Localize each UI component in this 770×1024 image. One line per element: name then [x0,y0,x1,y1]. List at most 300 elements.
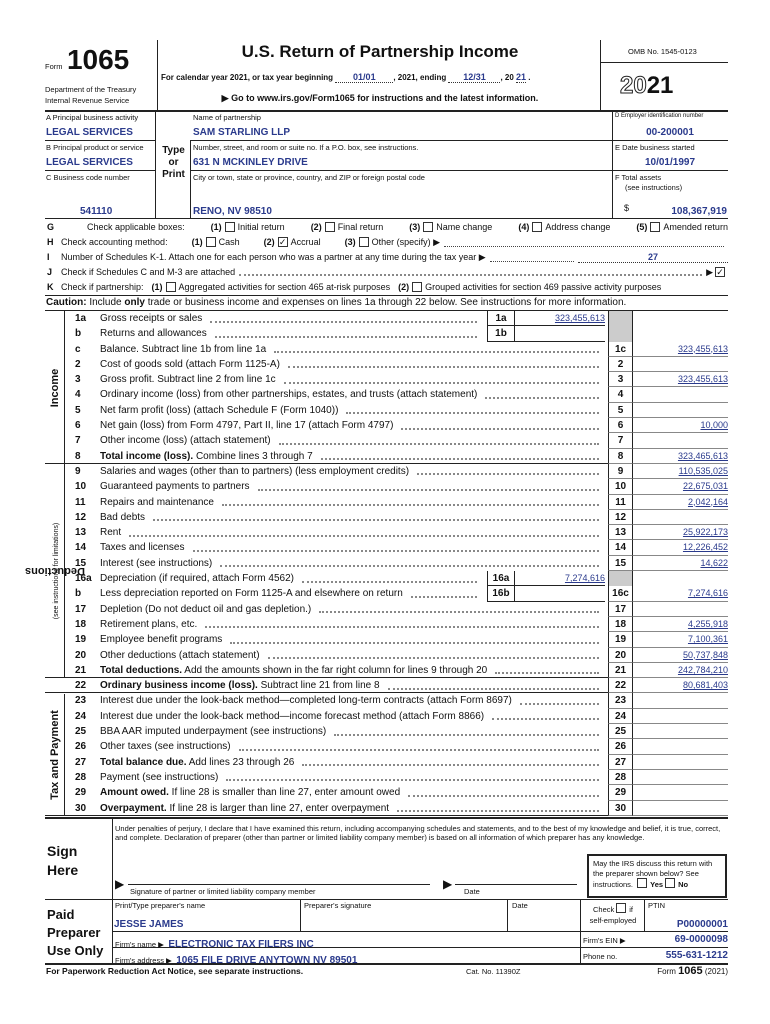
option-label: Accrual [290,237,321,247]
line-text: Other income (loss) (attach statement) [100,435,271,447]
amount-field[interactable] [633,433,728,448]
leader-dots [220,565,599,567]
option [311,222,384,232]
amount-field[interactable]: 4,255,918 [633,617,728,632]
principal-product-field[interactable]: LEGAL SERVICES [46,157,133,168]
line-text: Balance. Subtract line 1b from line 1a [100,343,267,355]
option-number: (4) [518,222,530,232]
line-text: Returns and allowances [100,328,207,340]
leader-dots [193,550,600,552]
line-row-15 [45,556,728,571]
line-ref: 16c [608,586,633,601]
sign-here-title [47,842,78,880]
caution-b2: only [124,297,145,308]
line-text: Net farm profit (loss) (attach Schedule F (Form 1040)) [100,404,339,416]
line-ref: 6 [608,418,633,433]
line-description [100,464,605,479]
line-description [100,357,605,372]
leader-dots [258,489,599,491]
line-row-3 [45,372,728,387]
option-label: Amended return [663,222,728,232]
option-number: (5) [636,222,648,232]
amount-field[interactable] [633,770,728,785]
line-row-14 [45,540,728,555]
shaded-cell [608,571,633,586]
form-label [45,44,129,76]
line-row-10 [45,479,728,494]
line-number: 8 [75,450,81,462]
line-description [100,342,605,357]
dollar-sign: $ [624,203,630,213]
check-line-g [47,220,728,234]
line-ref: 22 [608,678,633,693]
line-bold-text: Ordinary business income (loss). [100,680,258,692]
leader-dots [302,581,477,583]
line-row-19 [45,632,728,647]
line-row-7 [45,433,728,448]
sign-word: Sign [47,843,78,859]
line-text: Retirement plans, etc. [100,618,198,630]
amount-field[interactable] [633,739,728,754]
footer-year: (2021) [704,967,728,976]
check-line-h [47,235,728,249]
leader-dots [397,810,599,812]
f-label-2: (see instructions) [625,183,683,192]
type-word: Type [162,145,185,156]
firm-ein-label: Firm's EIN ▶ [583,936,626,945]
line-text: Add lines 23 through 26 [186,756,295,768]
d-label: D Employer identification number [615,113,704,119]
line-text: Combine lines 3 through 7 [193,450,313,462]
partnership-name-field[interactable]: SAM STARLING LLP [193,127,291,138]
inner-line-ref: 1a [487,311,515,326]
option-number: (3) [344,237,356,247]
line-number: 29 [75,787,87,799]
line-number: 17 [75,603,87,615]
line-text: Bad debts [100,511,146,523]
option-label: Grouped activities for section 469 passive activity purposes [425,282,662,292]
leader-dots [268,657,599,659]
discuss-yes-checkbox[interactable] [637,878,647,888]
amount-field[interactable]: 25,922,173 [633,525,728,540]
firm-address-label: Firm's address ▶ [115,956,172,965]
amount-field[interactable] [633,801,728,816]
caution-t1: Include [86,297,125,308]
line-description [100,403,605,418]
year-mid: , 2021, ending [393,73,447,82]
amount-field[interactable] [633,403,728,418]
discuss-no-checkbox[interactable] [665,878,675,888]
sign-date-field[interactable]: Date [464,887,480,896]
line-text: Guaranteed payments to partners [100,481,250,493]
f-label [615,173,682,193]
checkbox[interactable]: ✓ [278,237,287,247]
line-description [100,586,483,601]
line-ref: 12 [608,510,633,525]
option-label: Aggregated activities for section 465 at-risk purposes [178,282,391,292]
amount-field[interactable]: 50,737,848 [633,648,728,663]
line-letter: G [47,222,55,232]
line-row-c [45,342,728,357]
line-number: 14 [75,542,87,554]
line-text: Gross profit. Subtract line 2 from line 1c [100,374,276,386]
firm-name-field[interactable]: ELECTRONIC TAX FILERS INC [168,939,314,950]
deductions-note: (see instructions for limitations) [52,522,60,620]
line-row-4 [45,387,728,402]
line-text: If line 28 is smaller than line 27, enter amount owed [168,787,401,799]
option-label: Other (specify) ▶ [371,236,441,247]
line-ref: 13 [608,525,633,540]
tax-year-line: For calendar year 2021, or tax year beginning 01/01 , 2021, ending 12/31 , 20 21 . [161,72,531,82]
ein-field[interactable]: 00-200001 [646,127,694,138]
line-row-b [45,326,728,341]
line-ref: 10 [608,479,633,494]
amount-field[interactable]: 80,681,403 [633,678,728,693]
check-line-label: Check applicable boxes: [87,222,185,232]
print-word: Print [162,169,185,180]
check-line-k [47,280,728,294]
line-text: Salaries and wages (other than to partners) (less employment credits) [100,465,410,477]
line-description [100,495,605,510]
line-description [100,648,605,663]
instructions-link[interactable]: ▶ Go to www.irs.gov/Form1065 for instructions and the latest information. [221,93,539,103]
line-number: b [75,328,82,340]
line-description [100,739,605,754]
shaded-cell [608,311,633,326]
line-row-28 [45,770,728,785]
checkbox[interactable] [359,237,369,247]
amount-field[interactable] [633,755,728,770]
inner-amount-field[interactable]: 7,274,616 [515,571,605,586]
checkbox[interactable] [206,237,216,247]
option [192,237,240,247]
line-description [100,663,605,678]
footer-form [657,965,728,977]
amount-field[interactable] [633,510,728,525]
line-description [100,418,605,433]
line-description [100,801,605,816]
line-number: 16a [75,573,92,585]
amount-field[interactable]: 2,042,164 [633,495,728,510]
line-text: Ordinary income (loss) from other partnerships, estates, and trusts (attach statement) [100,389,478,401]
line-description [100,571,483,586]
option-number: (2) [263,237,275,247]
or-word: or [168,157,179,168]
line-row-11 [45,495,728,510]
line-ref: 27 [608,755,633,770]
leader-dots [321,458,599,460]
line-description [100,311,483,326]
line-ref: 2 [608,357,633,372]
line-text: Interest due under the look-back method—income forecast method (attach Form 8866) [100,710,485,722]
check-line-label: Check accounting method: [61,237,168,247]
line-number: 12 [75,511,87,523]
line-ref: 7 [608,433,633,448]
prep-date-field[interactable]: Date [512,901,528,910]
line-text: Employee benefit programs [100,634,223,646]
amount-field[interactable] [633,602,728,617]
option-number: (1) [210,222,222,232]
line-text: If line 28 is larger than line 27, enter overpayment [166,802,390,814]
inner-amount-field[interactable] [515,326,605,341]
line-description [100,617,605,632]
amount-field[interactable]: 14,622 [633,556,728,571]
line-row-25 [45,724,728,739]
line-ref: 17 [608,602,633,617]
leader-dots [411,596,477,598]
line-text: Depreciation (if required, attach Form 4562) [100,573,294,585]
line-bold-text: Total deductions. [100,664,183,676]
discuss-text: May the IRS discuss this return with the preparer shown below? See instructions. [593,859,713,889]
footer-form-word: Form [657,967,676,976]
leader-dots [205,626,599,628]
line-number: 2 [75,358,81,370]
amount-field[interactable] [633,693,728,708]
option [264,237,321,247]
amount-field[interactable]: 12,226,452 [633,540,728,555]
checkbox[interactable] [532,222,542,232]
line-text: Other taxes (see instructions) [100,741,231,753]
line-ref: 4 [608,387,633,402]
perjury-statement: Under penalties of perjury, I declare that I have examined this return, including accompanying schedules and statements, and to the best of my knowledge and belief, it is true, correct, and complete. Declaration of preparer (other than partner or limited liability company member) is based on all information of which preparer has any knowledge. [115,824,721,842]
line-number: 26 [75,741,87,753]
line-number: 18 [75,618,87,630]
firm-ein-field[interactable]: 69-0000098 [674,934,728,945]
dept-line1: Department of the Treasury [45,85,137,94]
line-text: Net gain (loss) from Form 4797, Part II, line 17 (attach Form 4797) [100,420,394,432]
line-description [100,372,605,387]
line-text: Taxes and licenses [100,542,185,554]
amount-field[interactable] [633,357,728,372]
income-label: Income [48,368,61,407]
line-text: Add the amounts shown in the far right column for lines 9 through 20 [182,664,488,676]
leader-dots [495,672,599,674]
checkbox[interactable] [650,222,660,232]
amount-field[interactable]: 7,274,616 [633,586,728,601]
income-deductions-lines [45,311,728,816]
line-text: Gross receipts or sales [100,313,203,324]
line-bold-text: Total balance due. [100,756,187,768]
option-number: (1) [191,237,203,247]
city-label: City or town, state or province, country, and ZIP or foreign postal code [193,173,425,182]
amount-field[interactable] [633,724,728,739]
line-number: 19 [75,634,87,646]
line-row-8 [45,449,728,464]
principal-activity-field[interactable]: LEGAL SERVICES [46,127,133,138]
amount-field[interactable]: 323,455,613 [633,372,728,387]
option-label: Final return [337,222,384,232]
line-text: Cost of goods sold (attach Form 1125-A) [100,358,280,370]
line-number: 6 [75,420,81,432]
amount-field[interactable]: 10,000 [633,418,728,433]
line-number: 7 [75,435,81,447]
b-label: B Principal product or service [46,143,144,152]
begin-date-field[interactable]: 01/01 [335,72,393,83]
line-number: 23 [75,695,87,707]
other-specify-field[interactable] [444,237,724,247]
leader-dots [288,366,599,368]
tax-label: Tax and Payment [48,710,61,800]
leader-dots [492,718,599,720]
line-row-17 [45,602,728,617]
date-started-field[interactable]: 10/01/1997 [644,157,696,168]
end-date-field[interactable]: 12/31 [448,72,500,83]
leader-dots [284,382,599,384]
amount-field[interactable]: 110,535,025 [633,464,728,479]
leader-dots [226,779,599,781]
option-number: (2) [310,222,322,232]
self-employed-checkbox[interactable] [616,903,626,913]
option [518,222,610,232]
ptin-field[interactable]: P00000001 [676,919,728,930]
line-row-24 [45,709,728,724]
line-number: b [75,588,82,600]
end-year-field[interactable]: 21 [516,72,527,82]
line-row-1a [45,311,728,326]
street-field[interactable]: 631 N MCKINLEY DRIVE [193,157,308,168]
year-suffix: , 20 [500,73,514,82]
line-number: c [75,343,81,355]
line-number: 30 [75,802,87,814]
line-row-2 [45,357,728,372]
line-row-12 [45,510,728,525]
amount-field[interactable] [633,387,728,402]
leader-dots [319,611,599,613]
line-description [100,785,605,800]
line-text: Less depreciation reported on Form 1125-A and elsewhere on return [100,588,403,600]
option-label: Initial return [237,222,285,232]
leader-dots [153,519,599,521]
leader-dots [302,764,599,766]
checkbox[interactable] [166,282,176,292]
amount-field[interactable]: 22,675,031 [633,479,728,494]
line-row-29 [45,785,728,800]
line-ref: 23 [608,693,633,708]
self-employed-check [584,903,642,926]
line-number: 4 [75,389,81,401]
schedules-c-m3-checkbox[interactable]: ✓ [716,267,724,277]
leader-dots [520,703,599,705]
e-label: E Date business started [615,143,695,152]
line-row-22 [45,678,728,693]
prep-name-label: Print/Type preparer's name [115,901,206,910]
shaded-cell [608,326,633,341]
leader-dots [210,321,477,323]
year-bold: 21 [646,72,674,99]
amount-field[interactable] [633,709,728,724]
leader-dots [239,749,599,751]
amount-field[interactable]: 323,455,613 [633,342,728,357]
street-label: Number, street, and room or suite no. If a P.O. box, see instructions. [193,143,419,152]
line-ref: 3 [608,372,633,387]
inner-amount-field[interactable] [515,586,605,601]
line-text: Repairs and maintenance [100,496,214,508]
leader-dots [129,535,599,537]
type-or-print [157,145,190,181]
firm-address-field[interactable]: 1065 FILE DRIVE ANYTOWN NV 89501 [176,955,358,966]
line-description [100,433,605,448]
caution-t2: trade or business income and expenses on lines 1a through 22 below. See instructions for more information. [144,297,627,308]
line-row-27 [45,755,728,770]
line-bold-text: Overpayment. [100,802,167,814]
year-prefix: For calendar year 2021, or tax year beginning [161,73,334,82]
option-label: Address change [545,222,611,232]
leader-dots [222,504,599,506]
line-number: 28 [75,771,87,783]
inner-amount-field[interactable]: 323,455,613 [515,311,605,326]
city-field[interactable]: RENO, NV 98510 [193,206,272,217]
line-number: 3 [75,374,81,386]
line-number: 27 [75,756,87,768]
paid-preparer-title [47,906,103,960]
line-ref: 29 [608,785,633,800]
leader-dots [408,795,599,797]
checkbox[interactable] [325,222,335,232]
checkbox[interactable] [423,222,433,232]
leader-dots [401,428,599,430]
preparer-name-field[interactable]: JESSE JAMES [114,919,184,930]
amount-field[interactable]: 323,465,613 [633,449,728,464]
leader-dots [485,397,599,399]
line-letter: I [47,252,50,262]
inner-line-ref: 1b [487,326,515,341]
line-number: 10 [75,481,87,493]
phone-field[interactable]: 555-631-1212 [665,950,728,961]
leader-dots [417,473,599,475]
line-ref: 14 [608,540,633,555]
f-label-1: F Total assets [615,173,662,182]
line-number: 9 [75,465,81,477]
prep-sig-field[interactable]: Preparer's signature [304,901,372,910]
paperwork-notice: For Paperwork Reduction Act Notice, see separate instructions. [46,966,304,976]
k1-count-field[interactable]: 27 [578,252,728,263]
line-number: 20 [75,649,87,661]
check-line-j [47,265,728,279]
amount-field[interactable]: 7,100,361 [633,632,728,647]
signature-field[interactable]: Signature of partner or limited liability company member [130,887,316,896]
firm-name-label: Firm's name ▶ [115,940,164,949]
name-label: Name of partnership [193,113,261,122]
line-number: 1a [75,313,87,324]
total-assets-field[interactable]: 108,367,919 [671,206,727,217]
use-only-word: Use Only [47,943,104,958]
line-bold-text: Total income (loss). [100,450,194,462]
line-row-30 [45,801,728,816]
line-description [100,632,605,647]
cat-number: Cat. No. 11390Z [466,967,521,976]
line-description [100,479,605,494]
if-word: if [629,905,633,914]
yes-label: Yes [650,880,664,889]
line-description [100,556,605,571]
paid-word: Paid [47,907,75,922]
a-label: A Principal business activity [46,113,139,122]
checkbox[interactable] [412,282,422,292]
line-letter: K [47,282,54,292]
line-text: Subtract line 21 from line 8 [257,680,380,692]
amount-field[interactable] [633,785,728,800]
tax-year [620,72,673,100]
business-code-field[interactable]: 541110 [80,206,113,217]
line-ref: 19 [608,632,633,647]
check-line-label: Number of Schedules K-1. Attach one for each person who was a partner at any time during the tax year ▶ [61,251,486,262]
line-letter: H [47,237,54,247]
option-label: Name change [436,222,493,232]
amount-field[interactable]: 242,784,210 [633,663,728,678]
checkbox[interactable] [225,222,235,232]
line-description [100,602,605,617]
line-number: 5 [75,404,81,416]
